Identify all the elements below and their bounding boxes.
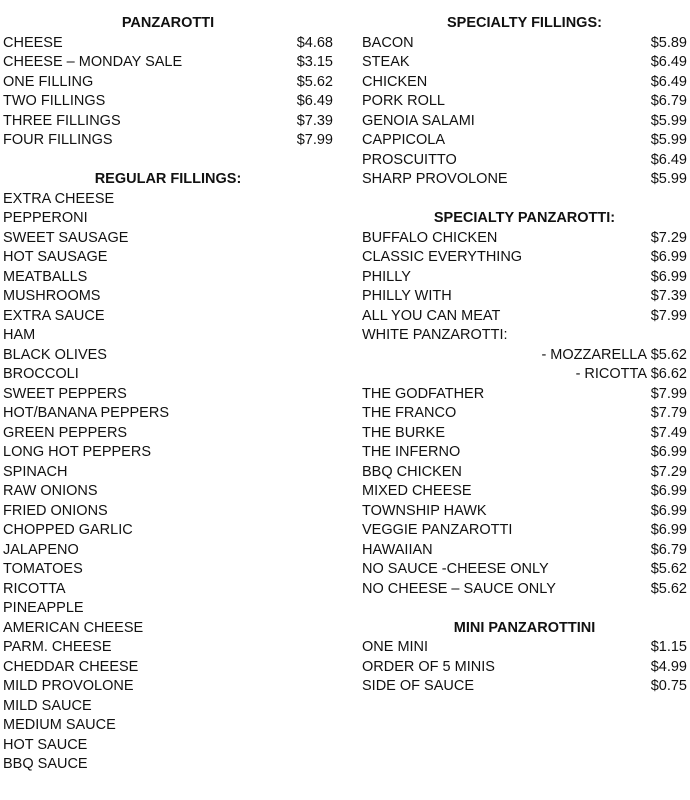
menu-item-name: BLACK OLIVES xyxy=(3,346,107,363)
menu-item-name: MIXED CHEESE xyxy=(362,483,472,499)
menu-item xyxy=(3,326,333,346)
menu-item-name: BROCCOLI xyxy=(3,366,79,382)
menu-item xyxy=(362,287,687,307)
menu-item-name: - MOZZARELLA xyxy=(541,346,647,363)
menu-item xyxy=(362,502,687,522)
menu-item-price: $5.62 xyxy=(650,346,687,363)
menu-item xyxy=(3,112,333,132)
menu-item-price: $6.79 xyxy=(650,541,687,558)
menu-item xyxy=(3,248,333,268)
menu-item-price: $6.99 xyxy=(650,522,687,538)
menu-item-price: $0.75 xyxy=(650,678,687,694)
menu-item xyxy=(3,755,333,775)
menu-item-name: GENOIA SALAMI xyxy=(362,112,475,129)
menu-item-price: $6.79 xyxy=(650,93,687,109)
menu-item-price: $5.62 xyxy=(296,73,333,90)
menu-item xyxy=(362,658,687,678)
menu-item xyxy=(3,560,333,580)
menu-item-name: JALAPENO xyxy=(3,541,79,558)
menu-item xyxy=(362,268,687,288)
menu-item xyxy=(362,73,687,93)
menu-item-price: $7.29 xyxy=(650,463,687,480)
menu-item-price: $7.99 xyxy=(296,132,333,148)
menu-item-price: $6.49 xyxy=(296,93,333,109)
menu-item-name: HAM xyxy=(3,327,36,343)
menu-item xyxy=(362,112,687,132)
menu-item-name: ALL YOU CAN MEAT xyxy=(362,307,501,324)
menu-item-name: PARM. CHEESE xyxy=(3,639,112,655)
menu-item-price: $7.99 xyxy=(650,385,687,402)
menu-item-price: $1.15 xyxy=(650,639,687,655)
menu-item-price: $5.99 xyxy=(650,112,687,129)
menu-item xyxy=(362,53,687,73)
right-column xyxy=(362,14,687,697)
menu-item xyxy=(362,346,687,366)
menu-item xyxy=(362,638,687,658)
menu-item xyxy=(3,716,333,736)
menu-item-name: FRIED ONIONS xyxy=(3,502,108,519)
menu-item xyxy=(3,677,333,697)
menu-item-price: $7.49 xyxy=(650,424,687,441)
menu-item xyxy=(3,580,333,600)
menu-item-name: PORK ROLL xyxy=(362,93,445,109)
menu-item-name: BBQ CHICKEN xyxy=(362,463,462,480)
menu-item-price: $7.79 xyxy=(650,405,687,421)
menu-item-name: PHILLY WITH xyxy=(362,288,452,304)
menu-item-name: FOUR FILLINGS xyxy=(3,132,113,148)
menu-item-name: HAWAIIAN xyxy=(362,541,433,558)
menu-item xyxy=(362,131,687,151)
menu-item-name: STEAK xyxy=(362,54,410,70)
menu-item xyxy=(362,92,687,112)
menu-item-name: SWEET SAUSAGE xyxy=(3,229,129,246)
menu-item-name: WHITE PANZAROTTI: xyxy=(362,327,508,343)
menu-item-price: $7.39 xyxy=(296,112,333,129)
menu-item xyxy=(362,463,687,483)
menu-item-name: NO SAUCE -CHEESE ONLY xyxy=(362,561,549,577)
menu-item-name: ORDER OF 5 MINIS xyxy=(362,658,495,675)
menu-item xyxy=(362,385,687,405)
menu-item xyxy=(362,482,687,502)
menu-item-price: $6.49 xyxy=(650,54,687,70)
menu-item xyxy=(3,482,333,502)
menu-item-name: VEGGIE PANZAROTTI xyxy=(362,522,513,538)
menu-item xyxy=(3,697,333,717)
panzarotti-list xyxy=(3,34,333,151)
menu-item-price: $6.62 xyxy=(650,366,687,382)
menu-item-name: RICOTTA xyxy=(3,580,66,597)
menu-item-name: THE GODFATHER xyxy=(362,385,485,402)
menu-item-name: - RICOTTA xyxy=(575,366,647,382)
menu-item xyxy=(3,502,333,522)
menu-item-name: THREE FILLINGS xyxy=(3,112,121,129)
menu-item xyxy=(3,307,333,327)
menu-item-name: TOMATOES xyxy=(3,561,83,577)
menu-item-price: $6.99 xyxy=(650,502,687,519)
menu-item-name: NO CHEESE – SAUCE ONLY xyxy=(362,580,556,597)
menu-item-name: SHARP PROVOLONE xyxy=(362,171,508,187)
menu-item-price: $5.89 xyxy=(650,34,687,51)
menu-item-price: $5.62 xyxy=(650,561,687,577)
menu-item-name: RAW ONIONS xyxy=(3,483,98,499)
menu-item-name: TOWNSHIP HAWK xyxy=(362,502,487,519)
menu-item xyxy=(362,580,687,600)
left-column xyxy=(3,14,333,775)
menu-item-name: HOT SAUSAGE xyxy=(3,249,108,265)
menu-item xyxy=(362,521,687,541)
menu-item-price: $5.62 xyxy=(650,580,687,597)
menu-item-price: $4.99 xyxy=(650,658,687,675)
menu-item xyxy=(3,53,333,73)
menu-item xyxy=(362,34,687,54)
menu-item-price: $6.99 xyxy=(650,483,687,499)
menu-item xyxy=(362,541,687,561)
menu-item xyxy=(362,443,687,463)
menu-item xyxy=(362,365,687,385)
menu-item xyxy=(3,190,333,210)
menu-item-name: CAPPICOLA xyxy=(362,132,445,148)
menu-item-price: $5.99 xyxy=(650,171,687,187)
menu-item xyxy=(3,268,333,288)
menu-item xyxy=(3,404,333,424)
menu-item xyxy=(3,287,333,307)
menu-item-name: SIDE OF SAUCE xyxy=(362,678,474,694)
menu-item-name: PINEAPPLE xyxy=(3,600,84,616)
menu-item xyxy=(3,541,333,561)
menu-item xyxy=(3,619,333,639)
menu-item-name: CHEDDAR CHEESE xyxy=(3,658,139,675)
menu-item-name: ONE FILLING xyxy=(3,73,94,90)
menu-item-name: CHOPPED GARLIC xyxy=(3,522,133,538)
menu-item xyxy=(362,229,687,249)
menu-item-name: BACON xyxy=(362,34,414,51)
menu-item-name: CHEESE – MONDAY SALE xyxy=(3,54,183,70)
menu-item xyxy=(3,34,333,54)
menu-item-name: PHILLY xyxy=(362,268,411,285)
menu-item xyxy=(3,463,333,483)
menu-item-name: MUSHROOMS xyxy=(3,288,101,304)
menu-item xyxy=(3,599,333,619)
menu-item-price: $7.39 xyxy=(650,288,687,304)
menu-item-price: $6.99 xyxy=(650,268,687,285)
menu-item xyxy=(3,346,333,366)
menu-item-name: ONE MINI xyxy=(362,639,429,655)
menu-item-price: $6.49 xyxy=(650,151,687,168)
menu-item-name: THE BURKE xyxy=(362,424,445,441)
specialty-panzarotti-heading: SPECIALTY PANZAROTTI: xyxy=(433,210,616,226)
menu-item xyxy=(362,560,687,580)
menu-item-name: CHEESE xyxy=(3,34,63,51)
menu-item-price: $6.99 xyxy=(650,249,687,265)
mini-panzarottini-heading: MINI PANZAROTTINI xyxy=(453,619,596,636)
menu-item xyxy=(3,229,333,249)
menu-item xyxy=(3,365,333,385)
menu-item-name: CHICKEN xyxy=(362,73,428,90)
menu-item-name: LONG HOT PEPPERS xyxy=(3,444,151,460)
menu-item xyxy=(362,677,687,697)
menu-item-name: PEPPERONI xyxy=(3,210,88,226)
section-spacer xyxy=(3,151,333,171)
menu-item-name: SPINACH xyxy=(3,463,68,480)
menu-item xyxy=(362,404,687,424)
menu-item xyxy=(3,92,333,112)
menu-item-name: SWEET PEPPERS xyxy=(3,385,127,402)
menu-item-price: $3.15 xyxy=(296,54,333,70)
menu-item xyxy=(3,424,333,444)
menu-item xyxy=(3,73,333,93)
menu-item xyxy=(3,443,333,463)
menu-item xyxy=(3,385,333,405)
menu-item xyxy=(362,248,687,268)
menu-item-name: HOT SAUCE xyxy=(3,736,88,753)
menu-item xyxy=(3,521,333,541)
menu-item-name: EXTRA CHEESE xyxy=(3,190,115,207)
menu-item-name: THE INFERNO xyxy=(362,444,461,460)
menu-item-name: MILD SAUCE xyxy=(3,697,92,714)
menu-item-price: $6.49 xyxy=(650,73,687,90)
panzarotti-heading: PANZAROTTI xyxy=(121,15,215,31)
menu-item-name: TWO FILLINGS xyxy=(3,93,106,109)
menu-item xyxy=(362,326,687,346)
menu-item-name: MEATBALLS xyxy=(3,268,88,285)
menu-item-name: MILD PROVOLONE xyxy=(3,678,134,694)
regular-fillings-list xyxy=(3,190,333,775)
menu-item xyxy=(3,209,333,229)
specialty-fillings-list xyxy=(362,34,687,190)
regular-fillings-heading: REGULAR FILLINGS: xyxy=(94,171,242,187)
menu-item xyxy=(362,307,687,327)
menu-item-name: HOT/BANANA PEPPERS xyxy=(3,405,169,421)
specialty-fillings-heading: SPECIALTY FILLINGS: xyxy=(447,15,602,31)
menu-item xyxy=(362,170,687,190)
menu-item xyxy=(3,638,333,658)
section-spacer xyxy=(362,599,687,619)
menu-item-name: THE FRANCO xyxy=(362,405,457,421)
menu-item xyxy=(3,736,333,756)
menu-item-name: MEDIUM SAUCE xyxy=(3,717,116,733)
mini-panzarottini-list xyxy=(362,638,687,697)
specialty-panzarotti-list xyxy=(362,229,687,600)
menu-item-price: $7.29 xyxy=(650,229,687,246)
menu-item-name: GREEN PEPPERS xyxy=(3,424,128,441)
menu-item xyxy=(3,131,333,151)
menu-item-name: EXTRA SAUCE xyxy=(3,307,105,324)
menu-item-price: $7.99 xyxy=(650,307,687,324)
menu-item-name: PROSCUITTO xyxy=(362,151,457,168)
menu-item-name: BUFFALO CHICKEN xyxy=(362,229,498,246)
menu-item xyxy=(3,658,333,678)
section-spacer xyxy=(362,190,687,210)
menu-item-name: BBQ SAUCE xyxy=(3,756,88,772)
menu-item-price: $5.99 xyxy=(650,132,687,148)
menu-item xyxy=(362,151,687,171)
menu-item-price: $4.68 xyxy=(296,34,333,51)
menu-item-name: CLASSIC EVERYTHING xyxy=(362,249,523,265)
menu-item-name: AMERICAN CHEESE xyxy=(3,619,144,636)
menu-item xyxy=(362,424,687,444)
menu-item-price: $6.99 xyxy=(650,444,687,460)
